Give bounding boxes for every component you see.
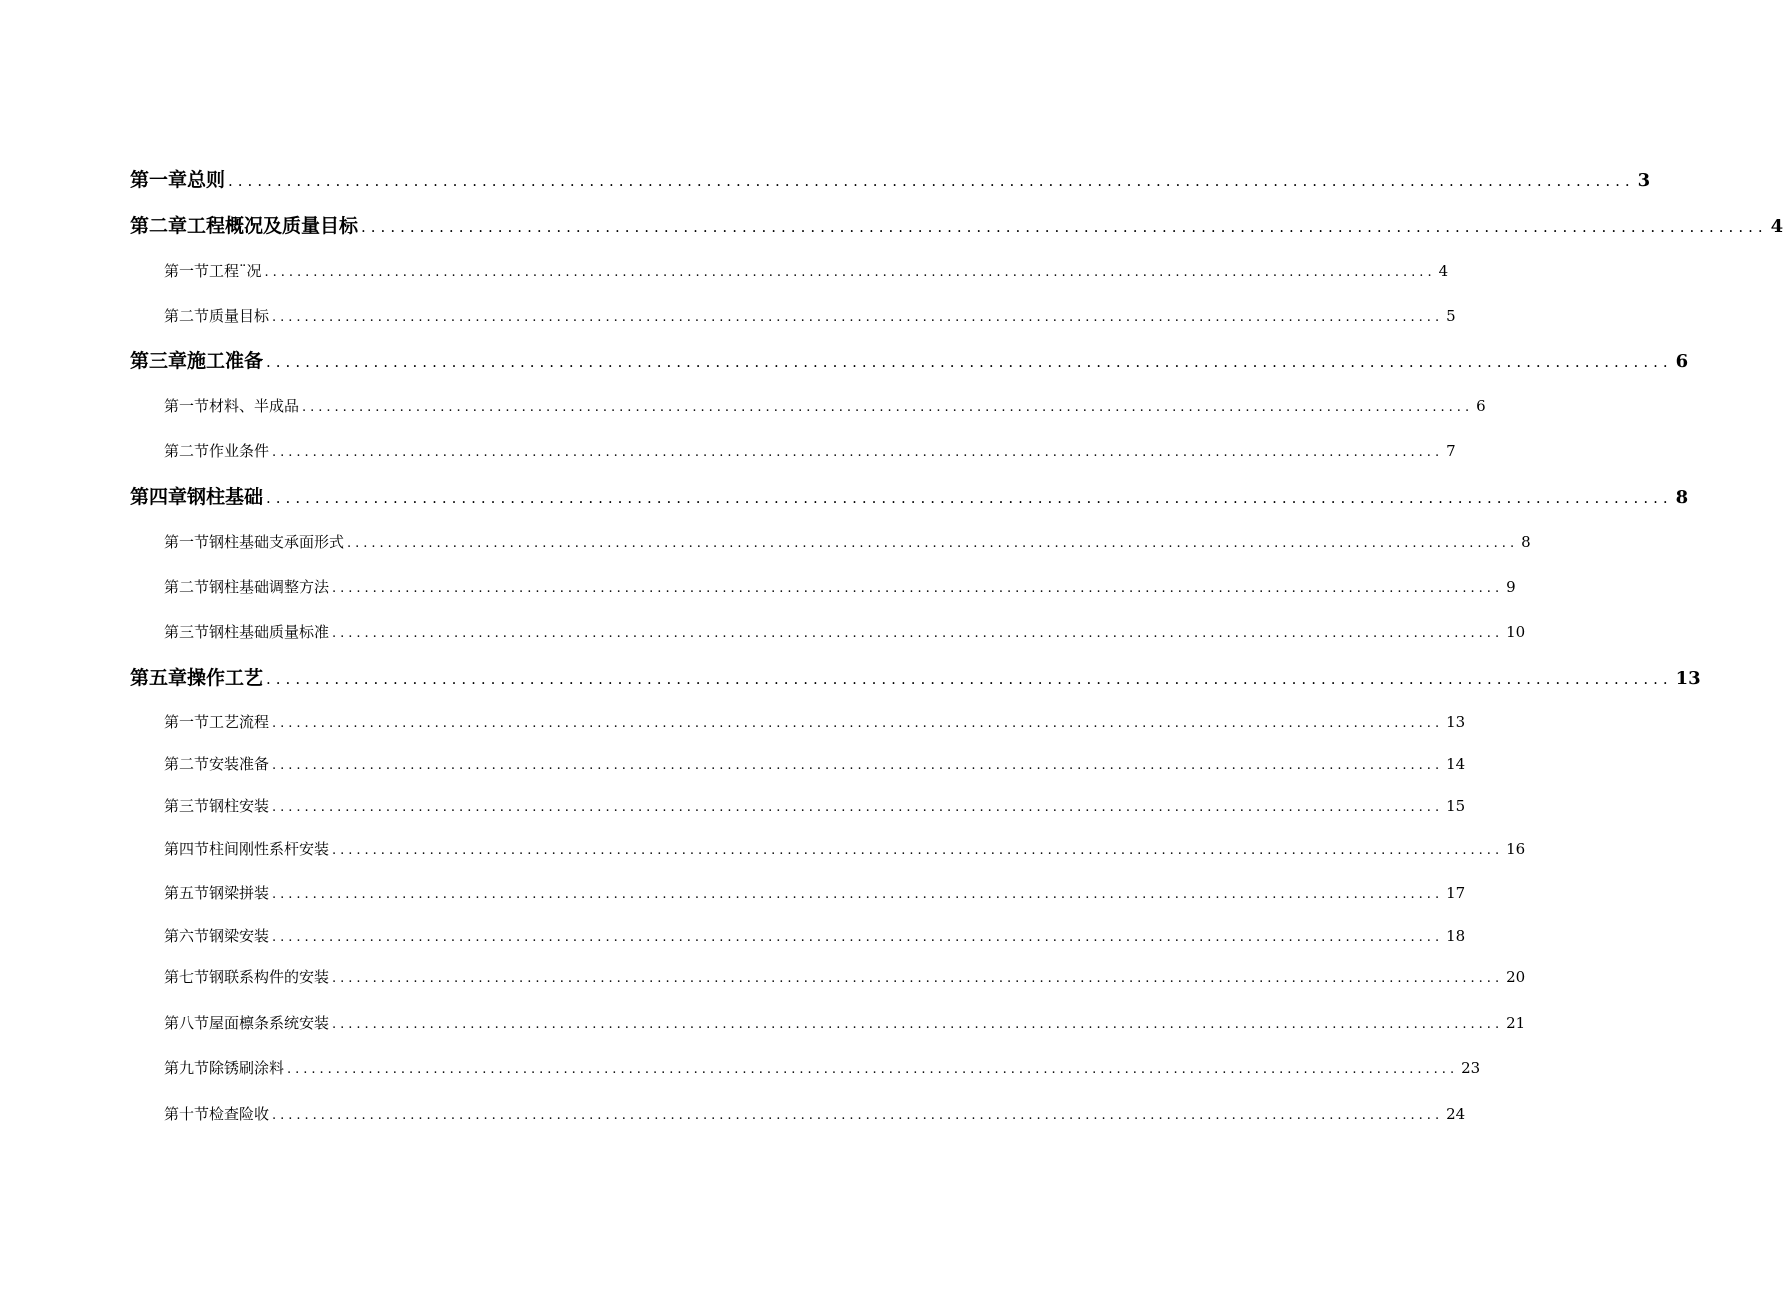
toc-page-number: 6 bbox=[1675, 351, 1689, 372]
toc-entry-title: 第二节作业条件 bbox=[164, 442, 270, 460]
toc-entry-title: 第一节工艺流程 bbox=[164, 713, 270, 731]
toc-section-3-2[interactable] bbox=[164, 440, 1456, 462]
toc-section-2-1[interactable] bbox=[164, 260, 1449, 282]
toc-section-3-1[interactable] bbox=[164, 395, 1486, 417]
toc-entry-title: 第七节钢联系构件的安装 bbox=[164, 968, 330, 986]
toc-entry-title: 第五章操作工艺 bbox=[130, 667, 264, 689]
toc-section-5-10[interactable] bbox=[164, 1103, 1466, 1125]
toc-dot-leader: ................................................................................................................................................ bbox=[347, 536, 1519, 551]
toc-chapter-3[interactable] bbox=[130, 348, 1689, 374]
toc-dot-leader: ................................................................................................................................................ bbox=[272, 887, 1444, 902]
toc-page-number: 23 bbox=[1461, 1059, 1481, 1077]
toc-section-5-4[interactable] bbox=[164, 838, 1526, 860]
toc-page-number: 5 bbox=[1446, 307, 1456, 325]
toc-section-4-3[interactable] bbox=[164, 621, 1526, 643]
toc-page-number: 13 bbox=[1446, 713, 1466, 731]
toc-dot-leader: ................................................................................................................................................ bbox=[272, 1108, 1444, 1123]
toc-dot-leader: ................................................................................................................................................ bbox=[228, 172, 1635, 190]
toc-section-5-7[interactable] bbox=[164, 966, 1526, 988]
toc-page-number: 13 bbox=[1675, 668, 1701, 689]
toc-dot-leader: ................................................................................................................................................ bbox=[287, 1062, 1459, 1077]
toc-entry-title: 第八节屋面檩条系统安装 bbox=[164, 1014, 330, 1032]
toc-chapter-2[interactable] bbox=[130, 213, 1783, 239]
toc-entry-title: 第三章施工准备 bbox=[130, 350, 264, 372]
toc-entry-title: 第四章钢柱基础 bbox=[130, 486, 264, 508]
toc-dot-leader: ................................................................................................................................................ bbox=[302, 400, 1474, 415]
toc-entry-title: 第六节钢梁安装 bbox=[164, 927, 270, 945]
toc-page-number: 15 bbox=[1446, 797, 1466, 815]
toc-dot-leader: ................................................................................................................................................ bbox=[332, 843, 1504, 858]
toc-dot-leader: ................................................................................................................................................ bbox=[332, 581, 1504, 596]
toc-dot-leader: ................................................................................................................................................ bbox=[266, 670, 1673, 688]
toc-dot-leader: ................................................................................................................................................ bbox=[272, 800, 1444, 815]
toc-section-4-2[interactable] bbox=[164, 576, 1516, 598]
toc-entry-title: 第五节钢梁拼装 bbox=[164, 884, 270, 902]
toc-section-5-5[interactable] bbox=[164, 882, 1466, 904]
toc-dot-leader: ................................................................................................................................................ bbox=[266, 489, 1673, 507]
toc-page-number: 4 bbox=[1770, 216, 1783, 237]
toc-page-number: 16 bbox=[1506, 840, 1526, 858]
toc-page-number: 14 bbox=[1446, 755, 1466, 773]
toc-dot-leader: ................................................................................................................................................ bbox=[272, 930, 1444, 945]
toc-page-number: 9 bbox=[1506, 578, 1516, 596]
toc-dot-leader: ................................................................................................................................................ bbox=[332, 626, 1504, 641]
toc-entry-title: 第二节钢柱基础调整方法 bbox=[164, 578, 330, 596]
toc-section-2-2[interactable] bbox=[164, 305, 1456, 327]
toc-entry-title: 第三节钢柱安装 bbox=[164, 797, 270, 815]
toc-section-5-3[interactable] bbox=[164, 795, 1466, 817]
toc-dot-leader: ................................................................................................................................................ bbox=[272, 716, 1444, 731]
toc-page-number: 8 bbox=[1675, 487, 1689, 508]
toc-page-number: 17 bbox=[1446, 884, 1466, 902]
toc-entry-title: 第一节材料、半成品 bbox=[164, 397, 300, 415]
toc-dot-leader: ................................................................................................................................................ bbox=[272, 310, 1444, 325]
toc-section-5-2[interactable] bbox=[164, 753, 1466, 775]
toc-dot-leader: ................................................................................................................................................ bbox=[272, 445, 1444, 460]
toc-dot-leader: ................................................................................................................................................ bbox=[266, 353, 1673, 371]
toc-page-number: 7 bbox=[1446, 442, 1456, 460]
toc-entry-title: 第十节检查险收 bbox=[164, 1105, 270, 1123]
toc-page-number: 24 bbox=[1446, 1105, 1466, 1123]
toc-page-number: 6 bbox=[1476, 397, 1486, 415]
toc-entry-title: 第三节钢柱基础质量标准 bbox=[164, 623, 330, 641]
toc-entry-title: 第一章总则 bbox=[130, 169, 226, 191]
toc-dot-leader: ................................................................................................................................................ bbox=[264, 265, 1436, 280]
toc-entry-title: 第二节质量目标 bbox=[164, 307, 270, 325]
toc-entry-title: 第九节除锈刷涂料 bbox=[164, 1059, 285, 1077]
toc-page-number: 20 bbox=[1506, 968, 1526, 986]
toc-page-number: 10 bbox=[1506, 623, 1526, 641]
toc-dot-leader: ................................................................................................................................................ bbox=[332, 971, 1504, 986]
toc-entry-title: 第四节柱间刚性系杆安装 bbox=[164, 840, 330, 858]
toc-page-number: 3 bbox=[1637, 170, 1651, 191]
toc-dot-leader: ................................................................................................................................................ bbox=[332, 1017, 1504, 1032]
toc-section-5-9[interactable] bbox=[164, 1057, 1481, 1079]
toc-section-5-6[interactable] bbox=[164, 925, 1466, 947]
toc-chapter-4[interactable] bbox=[130, 484, 1689, 510]
toc-dot-leader: ................................................................................................................................................ bbox=[272, 758, 1444, 773]
toc-entry-title: 第一节钢柱基础支承面形式 bbox=[164, 533, 345, 551]
toc-page-number: 21 bbox=[1506, 1014, 1526, 1032]
toc-page-number: 4 bbox=[1438, 262, 1449, 280]
toc-page-number: 18 bbox=[1446, 927, 1466, 945]
toc-page-number: 8 bbox=[1521, 533, 1531, 551]
toc-entry-title: 第二节安装准备 bbox=[164, 755, 270, 773]
toc-chapter-1[interactable] bbox=[130, 167, 1651, 193]
toc-section-5-8[interactable] bbox=[164, 1012, 1526, 1034]
toc-section-5-1[interactable] bbox=[164, 711, 1466, 733]
toc-section-4-1[interactable] bbox=[164, 531, 1531, 553]
toc-dot-leader: ................................................................................................................................................ bbox=[361, 218, 1768, 236]
toc-entry-title: 第二章工程概况及质量目标 bbox=[130, 215, 359, 237]
toc-chapter-5[interactable] bbox=[130, 665, 1701, 691]
toc-entry-title: 第一节工程¨况 bbox=[164, 262, 262, 280]
